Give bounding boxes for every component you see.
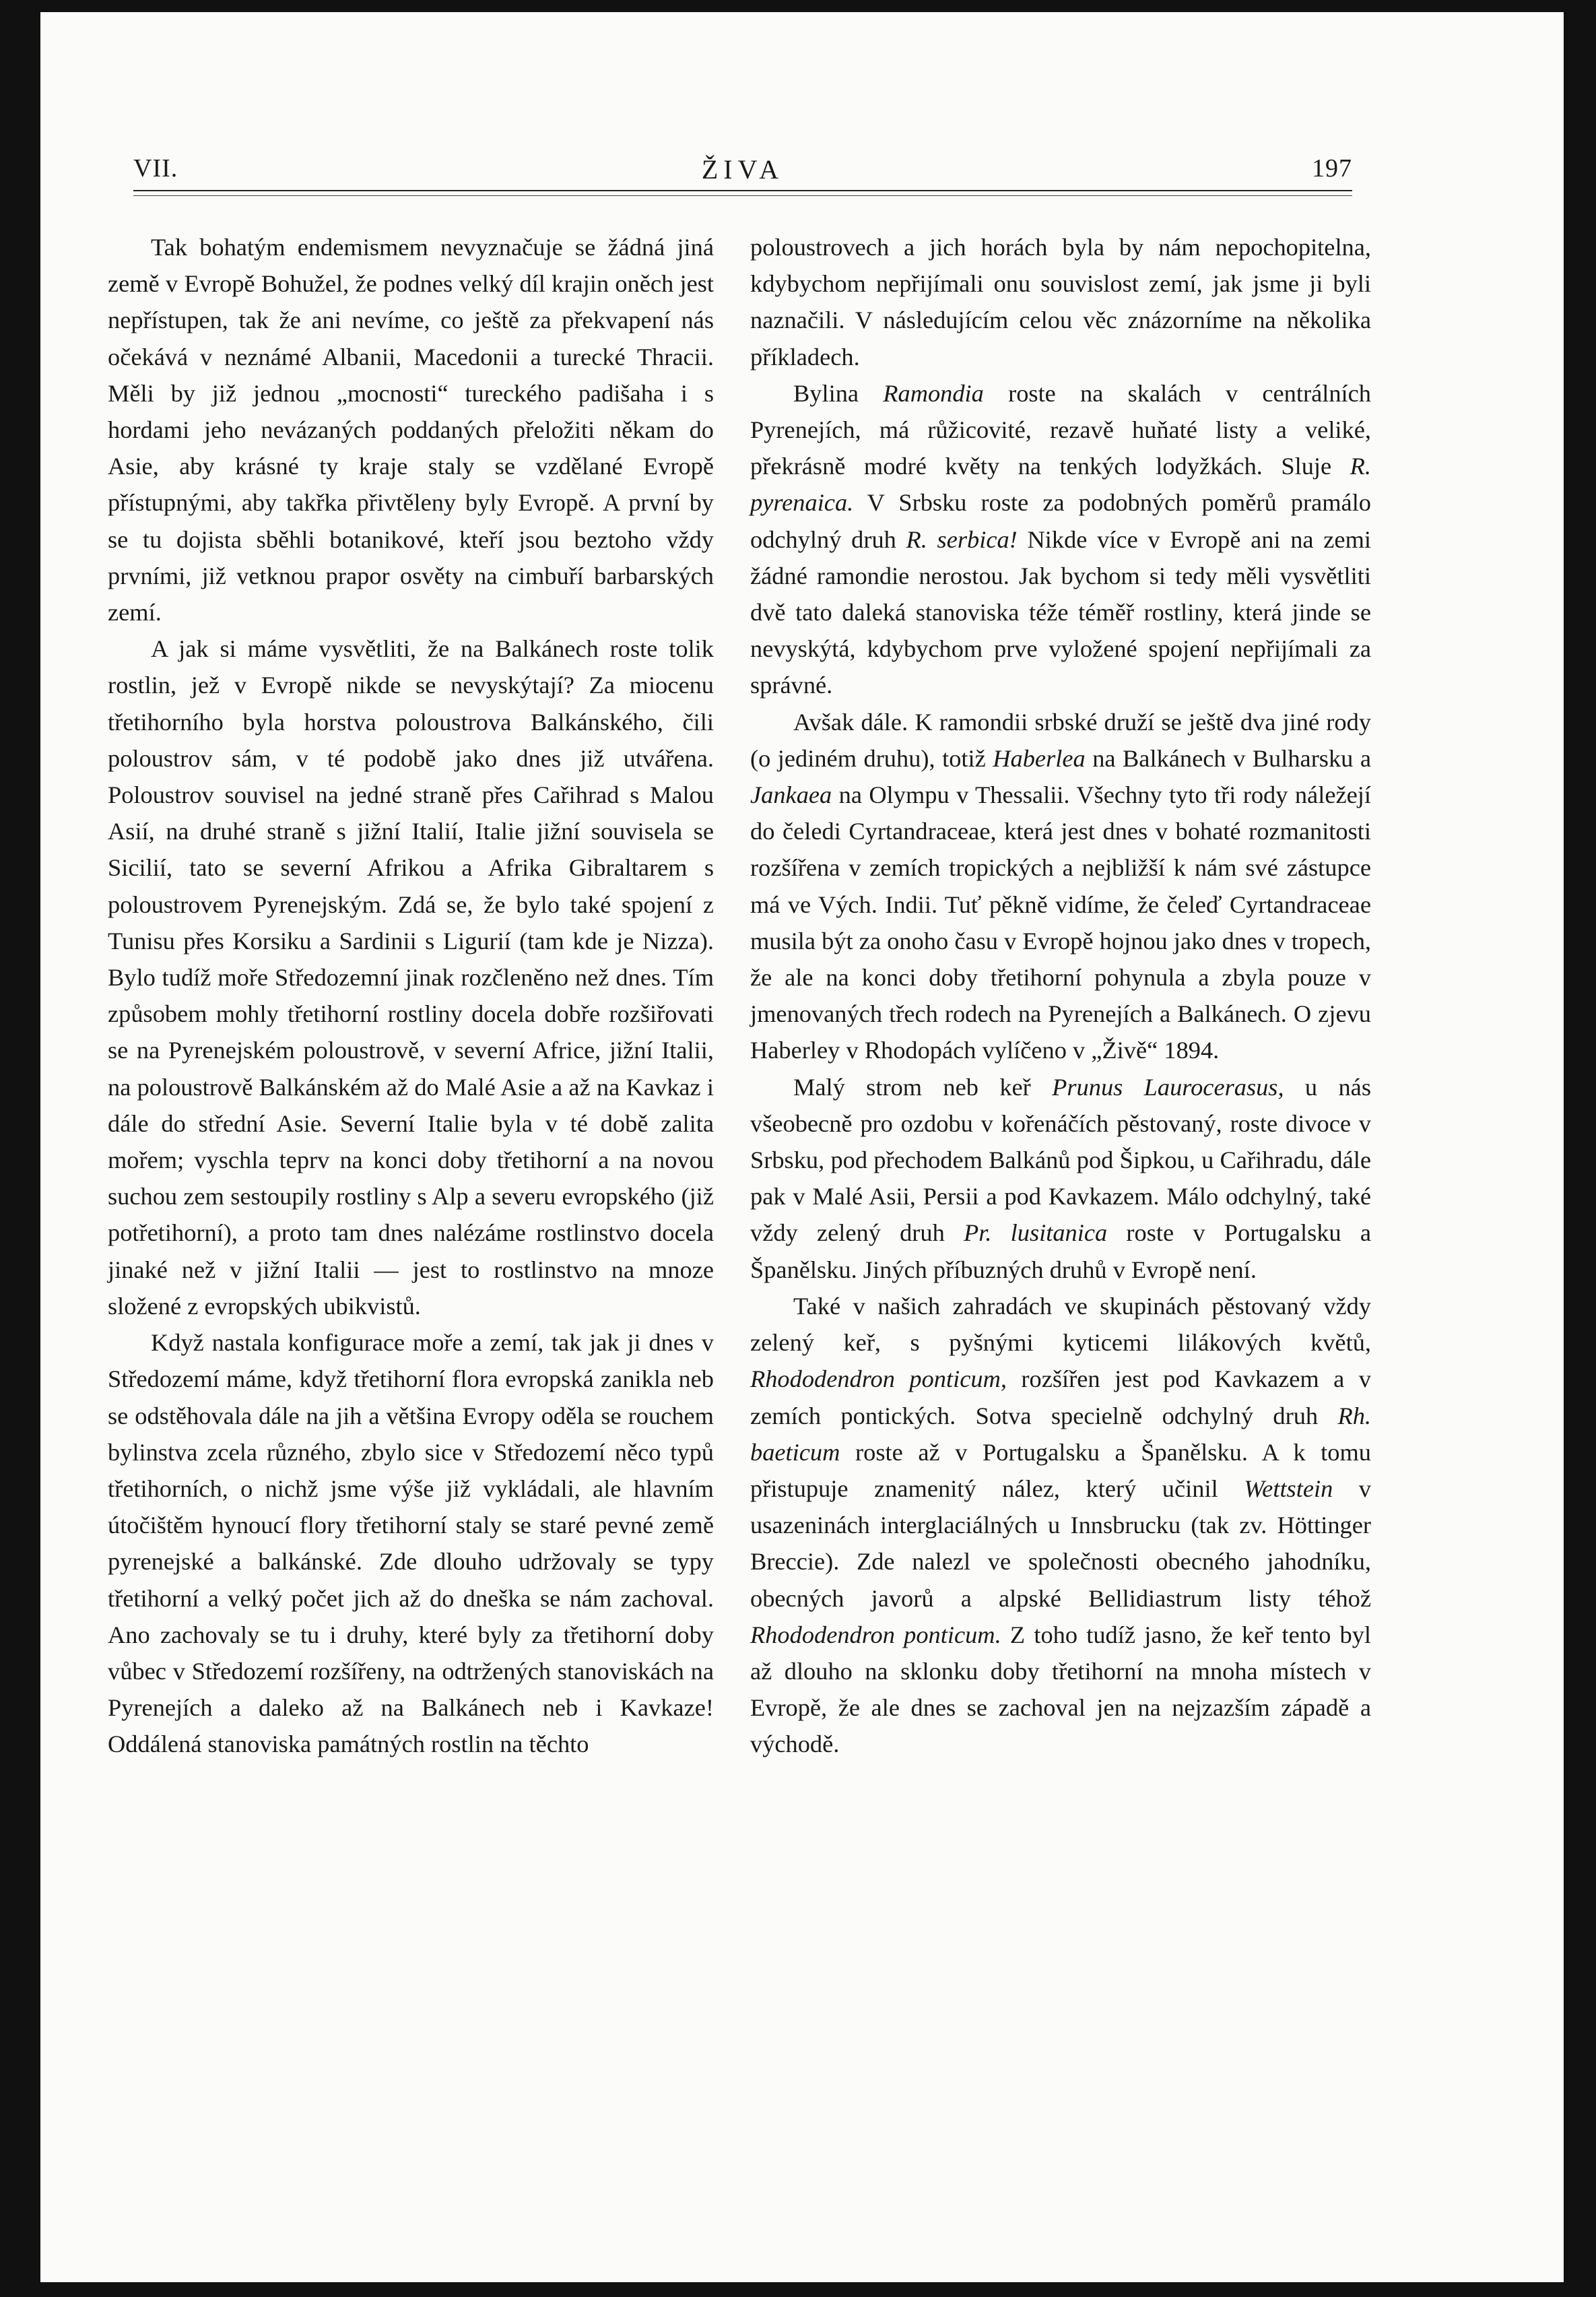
paragraph-endemism: Tak bohatým endemismem nevyznačuje se žádná jiná země v Evropě Bohužel, že podnes velký díl krajin oněch jest nepřístupen, tak že ani nevíme, co ještě za překvapení nás očekává v neznámé Albanii, Macedonii a turecké Thracii. Měli by již jednou „mocnosti“ tureckého padišaha i s hordami jeho nevázaných poddaných přeložiti někam do Asie, aby krásné ty kraje staly se vzdělané Evropě přístupnými, aby takřka přivtěleny byly Evropě. A první by se tu dojista sběhli botanikové, kteří jsou beztoho vždy prvními, již vetknou prapor osvěty na cimbuří barbarských zemí. bbox=[108, 234, 714, 626]
taxon-name: Haberlea bbox=[993, 744, 1086, 772]
running-header bbox=[133, 147, 1352, 194]
taxon-name: Ramondia bbox=[883, 379, 984, 407]
author-name: Wettstein bbox=[1244, 1475, 1333, 1502]
taxon-name: R. serbica! bbox=[906, 525, 1018, 553]
taxon-name: Pr. lusitanica bbox=[964, 1219, 1108, 1247]
scan-border-top bbox=[0, 0, 1596, 12]
paragraph-tertiary-flora: Když nastala konfigurace moře a zemí, tak jak ji dnes v Středozemí máme, když třetihorní flora evropská zanikla neb se odstěhovala dále na jih a většina Evropy oděla se rouchem bylinstva zcela různého, zbylo sice v Středozemí něco typů třetihorních, o nichž jsme výše již vykládali, ale hlavním útočištěm hynoucí flory třetihorní staly se staré pevné země pyrenejské a balkánské. Zde dlouho udržovaly se typy třetihorní a velký počet jich až do dneška se nám zachoval. Ano zachovaly se tu i druhy, které byly za třetihorní doby vůbec v Středozemí rozšířeny, na odtržených stanoviskách na Pyrenejích a daleko až na Balkánech neb i Kavkaze! Oddálená stanoviska památných rostlin na těchto bbox=[108, 1329, 714, 1758]
scan-border-right bbox=[1564, 0, 1596, 2297]
paragraph-cyrtandraceae: Avšak dále. K ramondii srbské druží se ještě dva jiné rody (o jediném druhu), totiž Haberlea na Balkánech v Bulharsku a Jankaea na Olympu v Thessalii. Všechny tyto tři rody náležejí do čeledi Cyrtandraceae, která jest dnes v bohaté rozmanitosti rozšířena v zemích tropických a nejbližší k nám své zástupce má ve Vých. Indii. Tuť pěkně vidíme, že čeleď Cyrtandraceae musila být za onoho času v Evropě hojnou jako dnes v tropech, že ale na konci doby třetihorní pohynula a zbyla pouze v jmenovaných třech rodech na Pyrenejích a Balkánech. O zjevu Haberley v Rhodopách vylíčeno v „Živě“ 1894. bbox=[750, 708, 1371, 1064]
scan-border-bottom bbox=[0, 2282, 1596, 2297]
header-rule-thin bbox=[133, 195, 1352, 196]
taxon-name: Rhododendron ponticum. bbox=[750, 1621, 1001, 1648]
journal-title: ŽIVA bbox=[701, 154, 785, 185]
paragraph-balkan-geology: A jak si máme vysvětliti, že na Balkánech roste tolik rostlin, jež v Evropě nikde se nevyskýtají? Za miocenu třetihorního byla horstva poloustrova Balkánského, čili poloustrov sám, v té podobě jako dnes již utvářena. Poloustrov souvisel na jedné straně přes Cařihrad s Malou Asií, na druhé straně s jižní Italií, Italie jižní souvisela se Sicilií, tato se severní Afrikou a Afrika Gibraltarem s poloustrovem Pyrenejským. Zdá se, že bylo také spojení z Tunisu přes Korsiku a Sardinii s Ligurií (tam kde je Nizza). Bylo tudíž moře Středozemní jinak rozčleněno než dnes. Tím způsobem mohly třetihorní rostliny docela dobře rozšiřovati se na Pyrenejském poloustrově, v severní Africe, jižní Italii, na poloustrově Balkánském až do Malé Asie a až na Kavkaz i dále do střední Asie. Severní Italie byla v té době zalita mořem; vyschla teprv na konci doby třetihorní a na novou suchou zem sestoupily rostliny s Alp a severu evropského (již potřetihorní), a proto tam dnes nalézáme rostlinstvo docela jinaké než v jižní Italii — jest to rostlinstvo na mnoze složené z evropských ubikvistů. bbox=[108, 635, 714, 1320]
header-rule bbox=[133, 190, 1352, 191]
right-column bbox=[750, 229, 1371, 1763]
paragraph-prunus: Malý strom neb keř Prunus Laurocerasus, u nás všeobecně pro ozdobu v kořenáčích pěstovaný, roste divoce v Srbsku, pod přechodem Balkánů pod Šipkou, u Cařihradu, dále pak v Malé Asii, Persii a pod Kavkazem. Málo odchylný, také vždy zelený druh Pr. lusitanica roste v Portugalsku a Španělsku. Jiných příbuzných druhů v Evropě není. bbox=[750, 1073, 1372, 1283]
taxon-name: R. pyrenaica. bbox=[750, 453, 1371, 517]
taxon-name: Rh. baeticum bbox=[750, 1402, 1371, 1466]
paragraph-ramondia: Bylina Ramondia roste na skalách v centrálních Pyrenejích, má růžicovité, rezavě huňaté listy a veliké, překrásně modré květy na tenkých lodyžkách. Sluje R. pyrenaica. V Srbsku roste za podobných poměrů pramálo odchylný druh R. serbica! Nikde více v Evropě ani na zemi žádné ramondie nerostou. Jak bychom si tedy měli vysvětliti dvě tato daleká stanoviska téže téměř rostliny, která jinde se nevyskýtá, kdybychom prve vyložené spojení nepřijímali za správné. bbox=[750, 379, 1372, 699]
page-number: 197 bbox=[1312, 154, 1352, 183]
volume-number: VII. bbox=[133, 154, 178, 183]
left-column bbox=[108, 229, 714, 1763]
paragraph-continuation: poloustrovech a jich horách byla by nám nepochopitelna, kdybychom nepřijímali onu souvislost zemí, jak jsme ji byli naznačili. V následujícím celou věc znázorníme na několika příkladech. bbox=[750, 234, 1371, 370]
scan-border-left bbox=[0, 0, 40, 2297]
taxon-name: Rhododendron ponticum, bbox=[750, 1365, 1007, 1393]
paragraph-rhododendron: Také v našich zahradách ve skupinách pěstovaný vždy zelený keř, s pyšnými kyticemi lilákových květů, Rhododendron ponticum, rozšířen jest pod Kavkazem a v zemích pontických. Sotva specielně odchylný druh Rh. baeticum roste až v Portugalsku a Španělsku. A k tomu přistupuje znamenitý nález, který učinil Wettstein v usazeninách interglaciálných u Innsbrucku (tak zv. Höttinger Breccie). Zde nalezl ve společnosti obecného jahodníku, obecných javorů a alpské Bellidiastrum listy téhož Rhododendron ponticum. Z toho tudíž jasno, že keř tento byl až dlouho na sklonku doby třetihorní na mnoha místech v Evropě, že ale dnes se zachoval jen na nejzazším západě a východě. bbox=[750, 1292, 1371, 1758]
taxon-name: Jankaea bbox=[750, 781, 832, 809]
taxon-name: Prunus Laurocerasus, bbox=[1052, 1073, 1284, 1101]
